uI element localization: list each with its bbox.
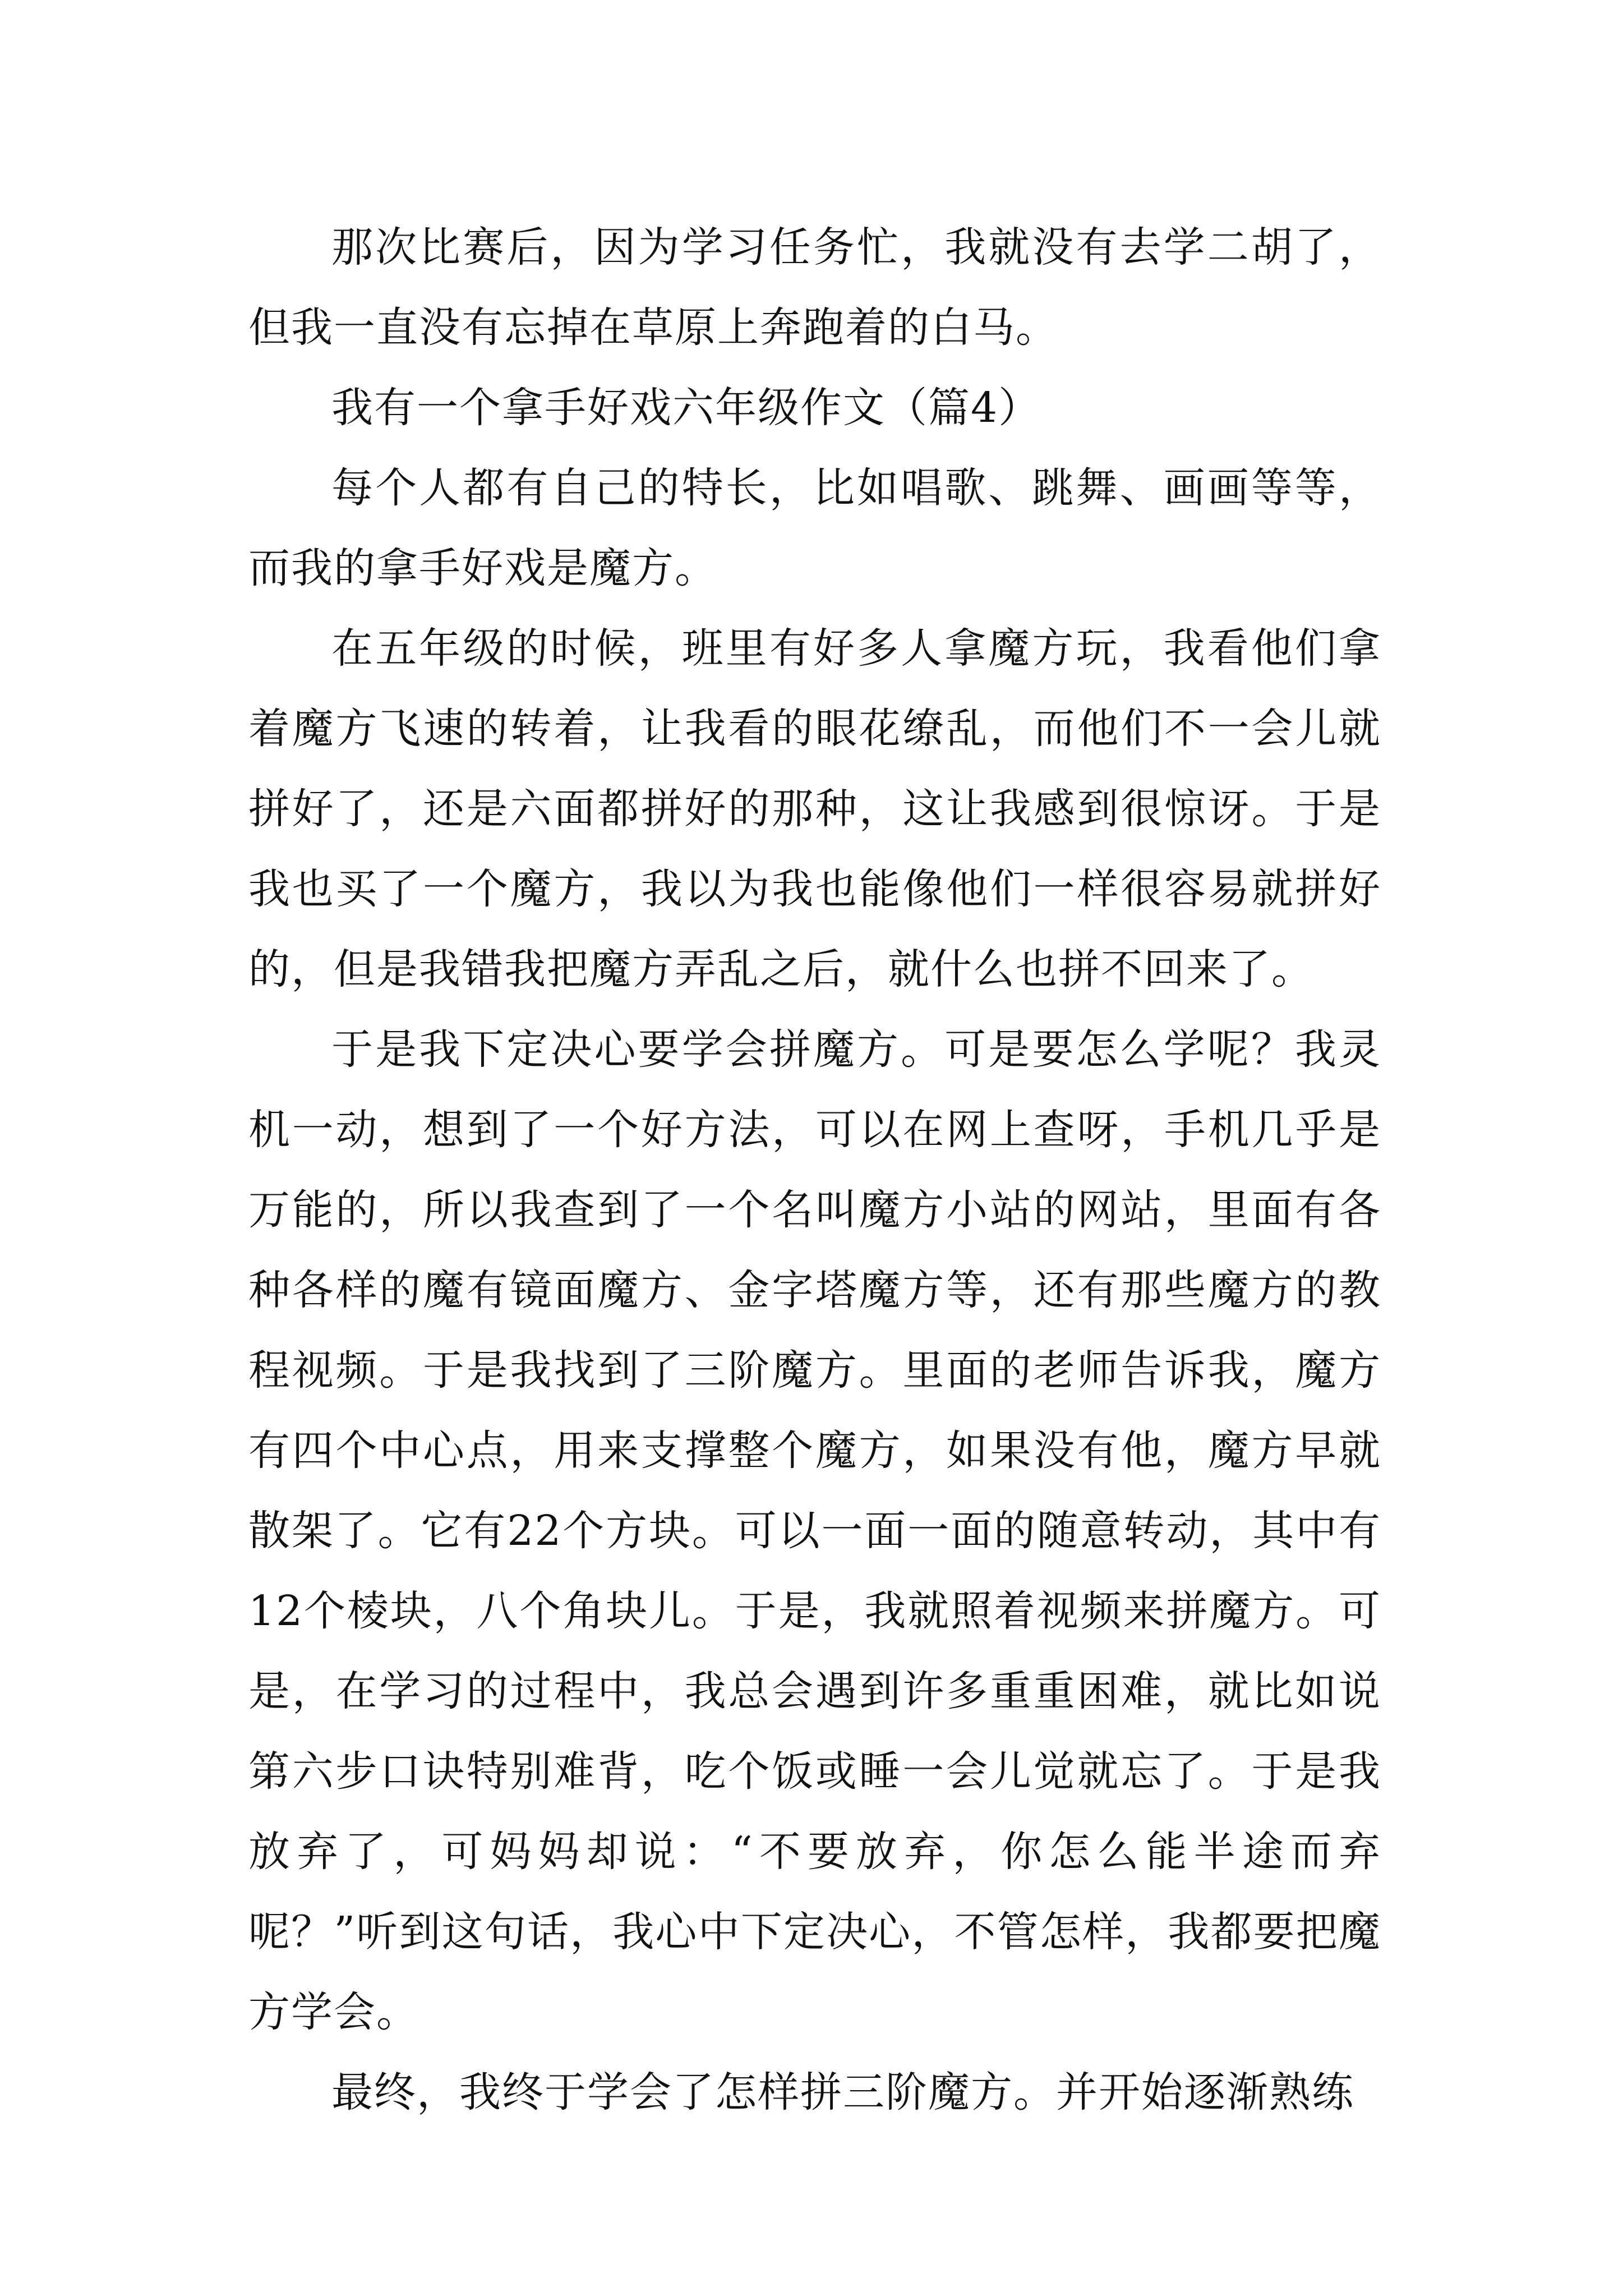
paragraph-specialty: 每个人都有自己的特长，比如唱歌、跳舞、画画等等，而我的拿手好戏是魔方。 xyxy=(248,464,1381,592)
essay-body xyxy=(248,208,1381,2133)
essay-title: 我有一个拿手好戏六年级作文（篇4） xyxy=(331,384,1041,432)
paragraph-learning: 于是我下定决心要学会拼魔方。可是要怎么学呢？我灵机一动，想到了一个好方法，可以在网上查呀，手机几乎是万能的，所以我查到了一个名叫魔方小站的网站，里面有各种各样的魔有镜面魔方、金字塔魔方等，还有那些魔方的教程视频。于是我找到了三阶魔方。里面的老师告诉我，魔方有四个中心点，用来支撑整个魔方，如果没有他，魔方早就散架了。它有22个方块。可以一面一面的随意转动，其中有12个棱块，八个角块儿。于是，我就照着视频来拼魔方。可是，在学习的过程中，我总会遇到许多重重困难，就比如说第六步口诀特别难背，吃个饭或睡一会儿觉就忘了。于是我放弃了，可妈妈却说：“不要放弃，你怎么能半途而弃呢？”听到这句话，我心中下定决心，不管怎样，我都要把魔方学会。 xyxy=(248,1025,1381,2036)
paragraph-final: 最终，我终于学会了怎样拼三阶魔方。并开始逐渐熟练 xyxy=(331,2068,1354,2116)
paragraph-erhu-ending: 那次比赛后，因为学习任务忙，我就没有去学二胡了，但我一直没有忘掉在草原上奔跑着的白马。 xyxy=(248,223,1381,352)
paragraph-fifth-grade: 在五年级的时候，班里有好多人拿魔方玩，我看他们拿着魔方飞速的转着，让我看的眼花缭乱，而他们不一会儿就拼好了，还是六面都拼好的那种，这让我感到很惊讶。于是我也买了一个魔方，我以为我也能像他们一样很容易就拼好的，但是我错我把魔方弄乱之后，就什么也拼不回来了。 xyxy=(248,624,1381,993)
